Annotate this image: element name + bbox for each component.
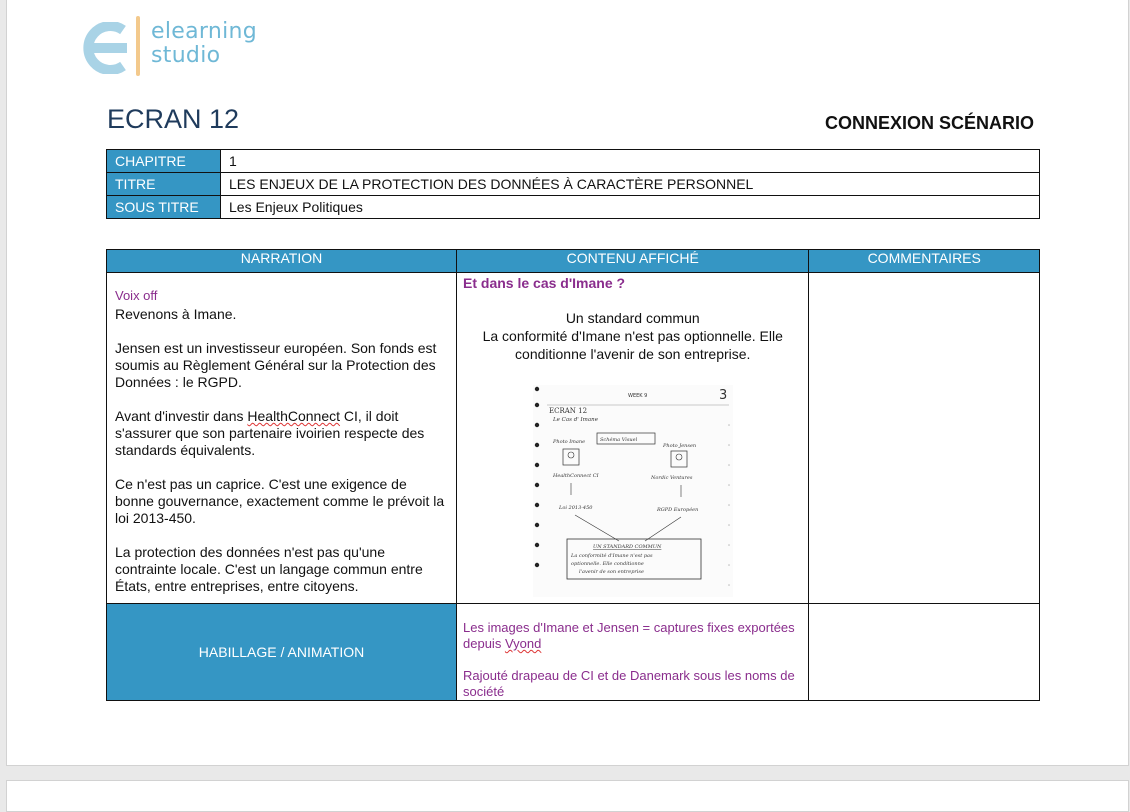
margin-dot (728, 484, 730, 486)
narration-p4: Ce n'est pas un caprice. C'est une exigence de bonne gouvernance, exactement comme le prévoit la loi 2013-450. (115, 476, 445, 526)
binding-hole (535, 443, 539, 447)
logo-e-icon (73, 22, 131, 74)
habillage-note-1 (463, 620, 800, 652)
sketch-rgpd: RGPD Européen (656, 507, 699, 513)
habillage-row (107, 604, 1040, 701)
meta-key: CHAPITRE (107, 150, 221, 173)
binding-hole (535, 523, 539, 527)
document-page (6, 0, 1129, 766)
sketch-schema: Schéma Visuel (599, 437, 637, 443)
header-row (107, 250, 1040, 273)
meta-value: LES ENJEUX DE LA PROTECTION DES DONNÉES À CARACTÈRE PERSONNEL (221, 173, 1040, 196)
meta-row-chapitre (107, 150, 1040, 173)
sketch-std4: l'avenir de son entreprise (578, 569, 644, 575)
logo-divider (136, 16, 140, 76)
meta-table (106, 149, 1040, 219)
contenu-title: Et dans le cas d'Imane ? (463, 275, 626, 291)
elearning-studio-logo (73, 14, 273, 80)
sketch-photo-imane: Photo Imane (552, 439, 585, 445)
narration-p3 (115, 408, 448, 459)
sketch-photo-jensen: Photo Jensen (662, 443, 696, 449)
meta-value: Les Enjeux Politiques (221, 196, 1040, 219)
logo-line-1: elearning (151, 19, 257, 44)
storyboard-table (106, 249, 1040, 701)
margin-dot (728, 544, 730, 546)
sketch-health: HealthConnect CI (552, 473, 599, 479)
narration-p2: Jensen est un investisseur européen. Son fonds est soumis au Règlement Général sur la Protection des Données : le RGPD. (115, 340, 437, 390)
meta-value: 1 (221, 150, 1040, 173)
spell-flag-healthconnect: HealthConnect (247, 408, 341, 424)
sketch-page: 3 (718, 388, 728, 403)
sketch-std1: UN STANDARD COMMUN (592, 544, 662, 550)
sketch-week: WEEK 9 (627, 393, 648, 399)
contenu-cell (457, 273, 809, 604)
narration-p1: Revenons à Imane. (115, 306, 237, 322)
narration-p3-a: Avant d'investir dans (115, 408, 248, 424)
logo-line-2: studio (151, 43, 221, 68)
meta-row-sous-titre (107, 196, 1040, 219)
sketch-l1: ECRAN 12 (548, 407, 587, 415)
contenu-sub-2: La conformité d'Imane n'est pas optionnelle. Elle conditionne l'avenir de son entreprise. (482, 328, 783, 362)
habillage-note-2: Rajouté drapeau de CI et de Danemark sous les noms de société (463, 668, 795, 699)
margin-dot (728, 524, 730, 526)
col-commentaires: COMMENTAIRES (809, 250, 1040, 273)
section-title: CONNEXION SCÉNARIO (824, 113, 1034, 133)
margin-dot (728, 504, 730, 506)
meta-key: TITRE (107, 173, 221, 196)
habillage-label: HABILLAGE / ANIMATION (107, 604, 457, 701)
binding-hole (535, 463, 539, 467)
sketch-loi: Loi 2013-450 (558, 505, 593, 511)
margin-dot (728, 424, 730, 426)
narration-cell (107, 273, 457, 604)
sketch-std3: optionnelle. Elle conditionne (570, 561, 644, 567)
spell-flag-vyond: Vyond (504, 636, 542, 651)
binding-hole (535, 483, 539, 487)
narration-p3-b: CI, il doit s'assurer que son partenaire ivoirien respecte des standards équivalents. (115, 408, 425, 458)
binding-hole (535, 503, 539, 507)
habillage-notes (457, 604, 809, 701)
sketch-std2: La conformité d'Imane n'est pas (570, 553, 653, 559)
col-narration: NARRATION (107, 250, 457, 273)
margin-dot (728, 464, 730, 466)
commentaires-cell (809, 273, 1040, 604)
binding-hole (535, 543, 539, 547)
sketch-nordic: Nordic Ventures (650, 475, 693, 481)
hand-sketch-image (533, 385, 733, 597)
margin-dot (728, 584, 730, 586)
next-page (6, 780, 1129, 812)
habillage-comment-cell (809, 604, 1040, 701)
contenu-sub-1: Un standard commun (565, 310, 700, 326)
screen-title: ECRAN 12 (107, 104, 240, 134)
voice-label: Voix off (115, 288, 158, 303)
binding-hole (535, 423, 539, 427)
meta-key: SOUS TITRE (107, 196, 221, 219)
contenu-subtitle (463, 309, 802, 363)
binding-hole (535, 403, 539, 407)
habillage-note-1-text: Les images d'Imane et Jensen = captures fixes exportées depuis (463, 620, 795, 651)
narration-p5: La protection des données n'est pas qu'une contrainte locale. C'est un langage commun entre États, entre entreprises, entre citoyens. (115, 544, 423, 594)
margin-dot (728, 564, 730, 566)
binding-hole (535, 563, 539, 567)
binding-hole (535, 387, 539, 391)
content-row (107, 273, 1040, 604)
logo-text (151, 20, 257, 68)
meta-row-titre (107, 173, 1040, 196)
sketch-l2: Le Cas d' Imane (552, 417, 598, 423)
margin-dot (728, 444, 730, 446)
col-contenu: CONTENU AFFICHÉ (457, 250, 809, 273)
